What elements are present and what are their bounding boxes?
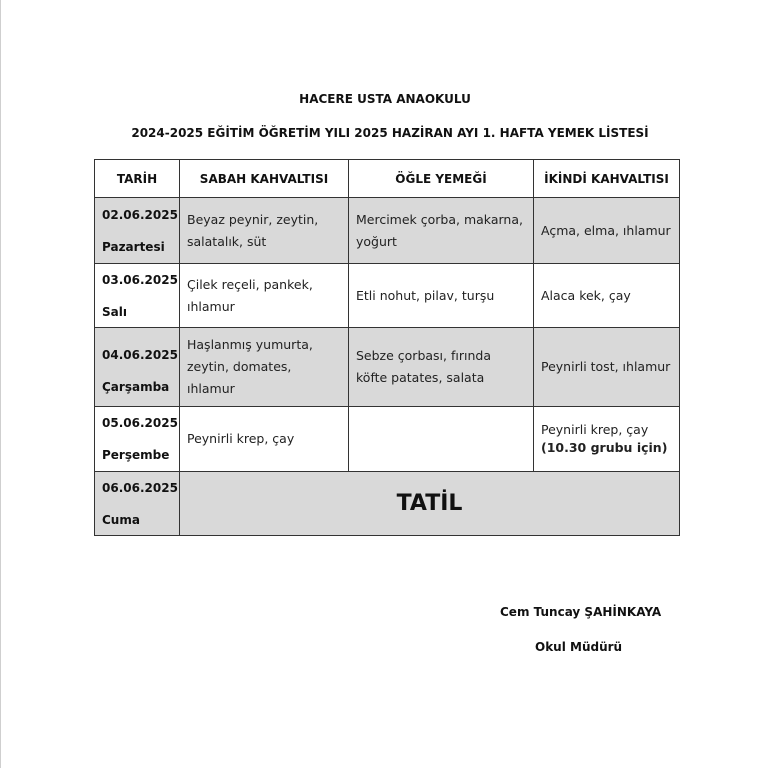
header-breakfast: SABAH KAHVALTISI [180,160,349,198]
date-cell [95,328,180,407]
afternoon-cell: Peynirli tost, ıhlamur [534,328,680,407]
row-date: 05.06.2025 [102,416,178,430]
school-name: HACERE USTA ANAOKULU [299,92,471,106]
date-cell [95,407,180,472]
menu-table [94,159,680,536]
afternoon-cell [534,407,680,472]
row-date: 06.06.2025 [102,480,178,495]
table-row [95,472,680,536]
header-afternoon: İKİNDİ KAHVALTISI [534,160,680,198]
row-date: 04.06.2025 [102,348,178,362]
afternoon-cell: Açma, elma, ıhlamur [534,198,680,264]
afternoon-item: Peynirli krep, çay [541,422,649,437]
afternoon-note: (10.30 grubu için) [541,440,668,455]
page-edge [0,0,1,768]
date-cell [95,472,180,536]
date-cell [95,198,180,264]
lunch-cell: Mercimek çorba, makarna, yoğurt [349,198,534,264]
signature-title: Okul Müdürü [535,640,623,654]
signature-name: Cem Tuncay ŞAHİNKAYA [500,605,662,619]
table-row [95,198,680,264]
date-cell [95,264,180,328]
row-date: 03.06.2025 [102,272,178,287]
row-day: Çarşamba [102,380,170,394]
afternoon-cell: Alaca kek, çay [534,264,680,328]
header-date: TARİH [95,160,180,198]
holiday-cell: TATİL [180,472,680,536]
table-row [95,264,680,328]
row-day: Perşembe [102,448,170,462]
table-row [95,328,680,407]
header-row [95,160,680,198]
row-day: Pazartesi [102,239,165,254]
breakfast-cell: Çilek reçeli, pankek, ıhlamur [180,264,349,328]
row-day: Cuma [102,512,140,527]
document-title: 2024-2025 EĞİTİM ÖĞRETİM YILI 2025 HAZİRAN AYI 1. HAFTA YEMEK LİSTESİ [131,126,649,140]
row-day: Salı [102,304,127,319]
breakfast-cell: Beyaz peynir, zeytin, salatalık, süt [180,198,349,264]
header-lunch: ÖĞLE YEMEĞİ [349,160,534,198]
breakfast-cell: Haşlanmış yumurta, zeytin, domates, ıhlamur [180,328,349,407]
breakfast-cell: Peynirli krep, çay [180,407,349,472]
lunch-cell: Sebze çorbası, fırında köfte patates, salata [349,328,534,407]
row-date: 02.06.2025 [102,207,178,222]
lunch-cell [349,407,534,472]
lunch-cell: Etli nohut, pilav, turşu [349,264,534,328]
table-row [95,407,680,472]
